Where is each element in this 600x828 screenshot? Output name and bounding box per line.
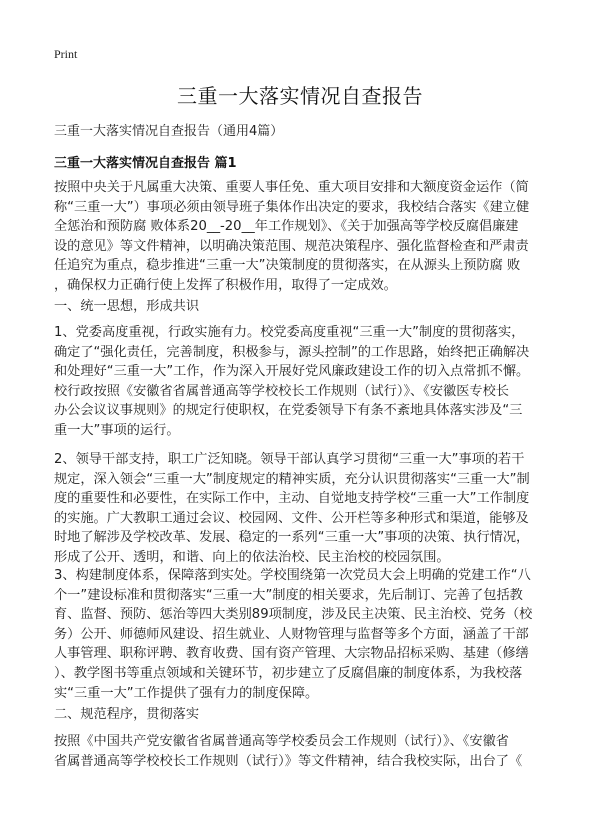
heading-text: 二、规范程序，贯彻落实 [54,707,200,722]
text-line: 务）公开、师德师风建设、招生就业、人财物管理与监督等多个方面，涵盖了干部 [54,626,529,642]
section-heading: 三重一大落实情况自查报告 篇1 [54,156,237,171]
paragraph-1 [54,323,554,441]
text-line: ，确保权力正确行使上发挥了积极作用，取得了一定成效。 [54,277,397,293]
text-line: 2、领导干部支持，职工广泛知晓。领导干部认真学习贯彻“三重一大”事项的若干 [54,452,525,467]
text-line: 称“三重一大”）事项必须由领导班子集体作出决定的要求，我校结合落实《建立健 [54,199,530,215]
text-line: 时地了解涉及学校改革、发展、稳定的一系列“三重一大”事项的决策、执行情况， [54,530,530,546]
text-line: 按照中央关于凡属重大决策、重要人事任免、重大项目安排和大额度资金运作（简 [54,180,529,195]
text-line: 实“三重一大”工作提供了强有力的制度保障。 [54,685,319,701]
heading-one [54,297,554,317]
intro-paragraph [54,178,554,296]
paragraph-4 [54,732,554,771]
text-line: ）、教学图书等重点领域和关键环节，初步建立了反腐倡廉的制度体系，为我校落 [54,665,523,681]
heading-text: 一、统一思想，形成共识 [54,299,200,314]
text-line: 任追究为重点，稳步推进“三重一大”决策制度的贯彻落实，在从源头上预防腐 败 [54,258,521,274]
text-line: 全惩治和预防腐 败体系20__-20__年工作规划》、《关于加强高等学校反腐倡廉建 [54,219,519,235]
text-line: 人事管理、职称评聘、教育收费、国有资产管理、大宗物品招标采购、基建（修缮 [54,646,529,662]
text-line: 3、构建制度体系，保障落到实处。学校围绕第一次党员大会上明确的党建工作“八 [54,568,531,583]
text-line: 育、监督、预防、惩治等四大类别89项制度，涉及民主决策、民主治校、党务（校 [54,607,533,623]
document-title: 三重一大落实情况自查报告 [177,84,423,108]
text-line: 省属普通高等学校校长工作规则（试行）》等文件精神，结合我校实际，出台了《 [54,753,523,769]
text-line: 形成了公开、透明，和谐、向上的依法治校、民主治校的校园氛围。 [54,549,450,565]
document-subtitle: 三重一大落实情况自查报告（通用4篇） [54,124,284,139]
heading-two [54,705,554,725]
text-line: 1、党委高度重视，行政实施有力。校党委高度重视“三重一大”制度的贯彻落实， [54,325,525,340]
paragraph-3 [54,566,554,703]
text-line: 校行政按照《安徽省省属普通高等学校校长工作规则（试行）》、《安徽医专校长 [54,383,509,399]
paragraph-2 [54,450,554,568]
text-line: 重一大”事项的运行。 [54,422,180,438]
text-line: 确定了“强化责任，完善制度，积极参与，源头控制”的工作思路，始终把正确解决 [54,344,530,360]
text-line: 个一”建设标准和贯彻落实“三重一大”制度的相关要求，先后制订、完善了包括教 [54,587,523,603]
print-label: Print [54,47,78,61]
text-line: 设的意见》等文件精神，以明确决策范围、规范决策程序、强化监督检查和严肃责 [54,238,529,254]
text-line: 办公会议议事规则》的规定行使职权，在党委领导下有条不紊地具体落实涉及“三 [54,403,523,419]
text-line: 的实施。广大教职工通过会议、校园网、文件、公开栏等多种形式和渠道，能够及 [54,510,529,526]
text-line: 规定，深入领会“三重一大”制度规定的精神实质，充分认识贯彻落实“三重一大”制 [54,471,530,487]
text-line: 按照《中国共产党安徽省省属普通高等学校委员会工作规则（试行）》、《安徽省 [54,734,509,749]
text-line: 和处理好“三重一大”工作，作为深入开展好党风廉政建设工作的切入点常抓不懈。 [54,364,530,380]
text-line: 度的重要性和必要性，在实际工作中，主动、自觉地支持学校“三重一大”工作制度 [54,491,530,507]
